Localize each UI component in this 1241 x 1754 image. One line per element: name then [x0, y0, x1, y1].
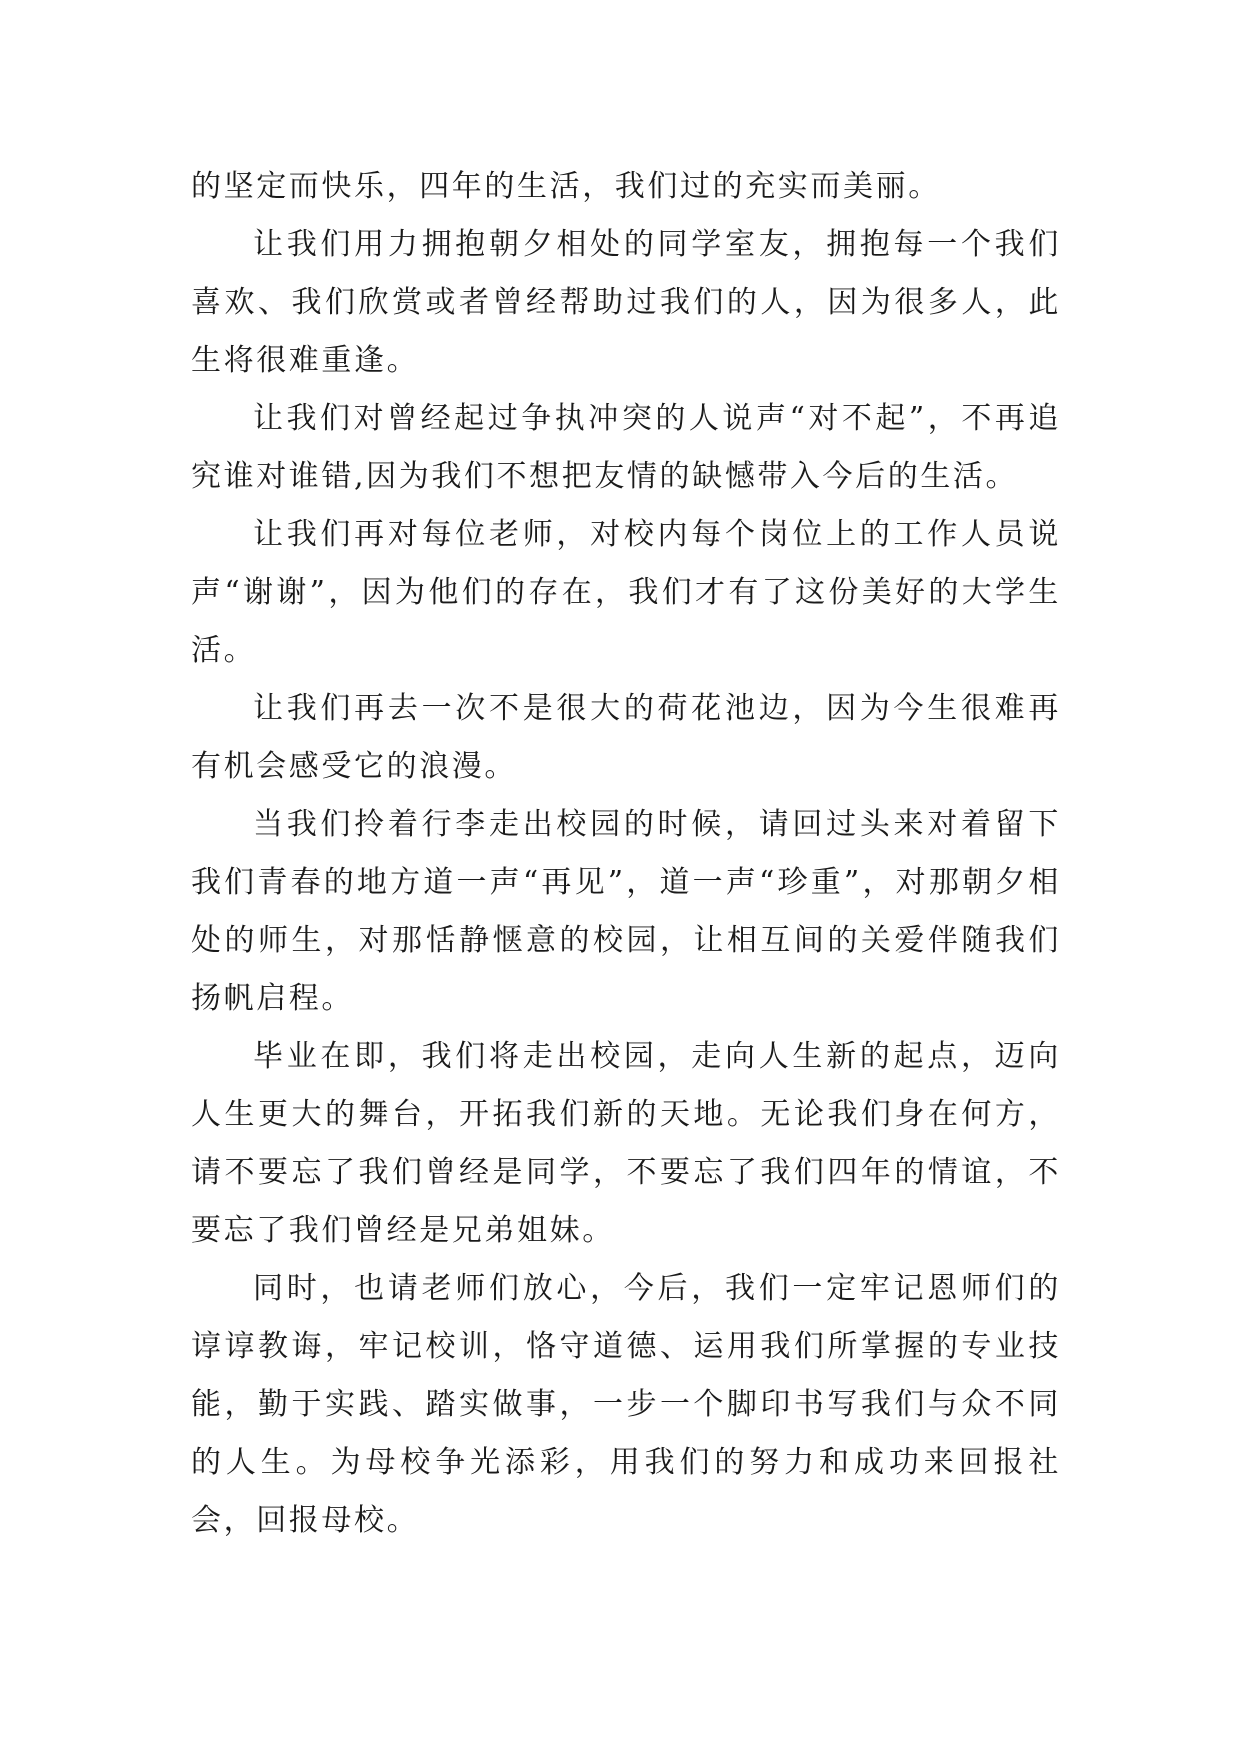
paragraph: 让我们再去一次不是很大的荷花池边，因为今生很难再有机会感受它的浪漫。 — [191, 691, 1061, 784]
paragraph: 让我们再对每位老师，对校内每个岗位上的工作人员说声“谢谢”，因为他们的存在，我们才有了这份美好的大学生活。 — [191, 517, 1061, 668]
document-body — [191, 158, 1061, 1550]
paragraph: 毕业在即，我们将走出校园，走向人生新的起点，迈向人生更大的舞台，开拓我们新的天地。无论我们身在何方，请不要忘了我们曾经是同学，不要忘了我们四年的情谊，不要忘了我们曾经是兄弟姐妹。 — [191, 1039, 1061, 1248]
paragraph: 让我们对曾经起过争执冲突的人说声“对不起”，不再追究谁对谁错,因为我们不想把友情的缺憾带入今后的生活。 — [191, 401, 1061, 494]
paragraph: 当我们拎着行李走出校园的时候，请回过头来对着留下我们青春的地方道一声“再见”，道一声“珍重”，对那朝夕相处的师生，对那恬静惬意的校园，让相互间的关爱伴随我们扬帆启程。 — [191, 807, 1061, 1016]
paragraph-continued: 的坚定而快乐，四年的生活，我们过的充实而美丽。 — [191, 169, 941, 204]
paragraph: 同时，也请老师们放心，今后，我们一定牢记恩师们的谆谆教诲，牢记校训，恪守道德、运用我们所掌握的专业技能，勤于实践、踏实做事，一步一个脚印书写我们与众不同的人生。为母校争光添彩，用我们的努力和成功来回报社会，回报母校。 — [191, 1271, 1061, 1538]
paragraph: 让我们用力拥抱朝夕相处的同学室友，拥抱每一个我们喜欢、我们欣赏或者曾经帮助过我们的人，因为很多人，此生将很难重逢。 — [191, 227, 1061, 378]
